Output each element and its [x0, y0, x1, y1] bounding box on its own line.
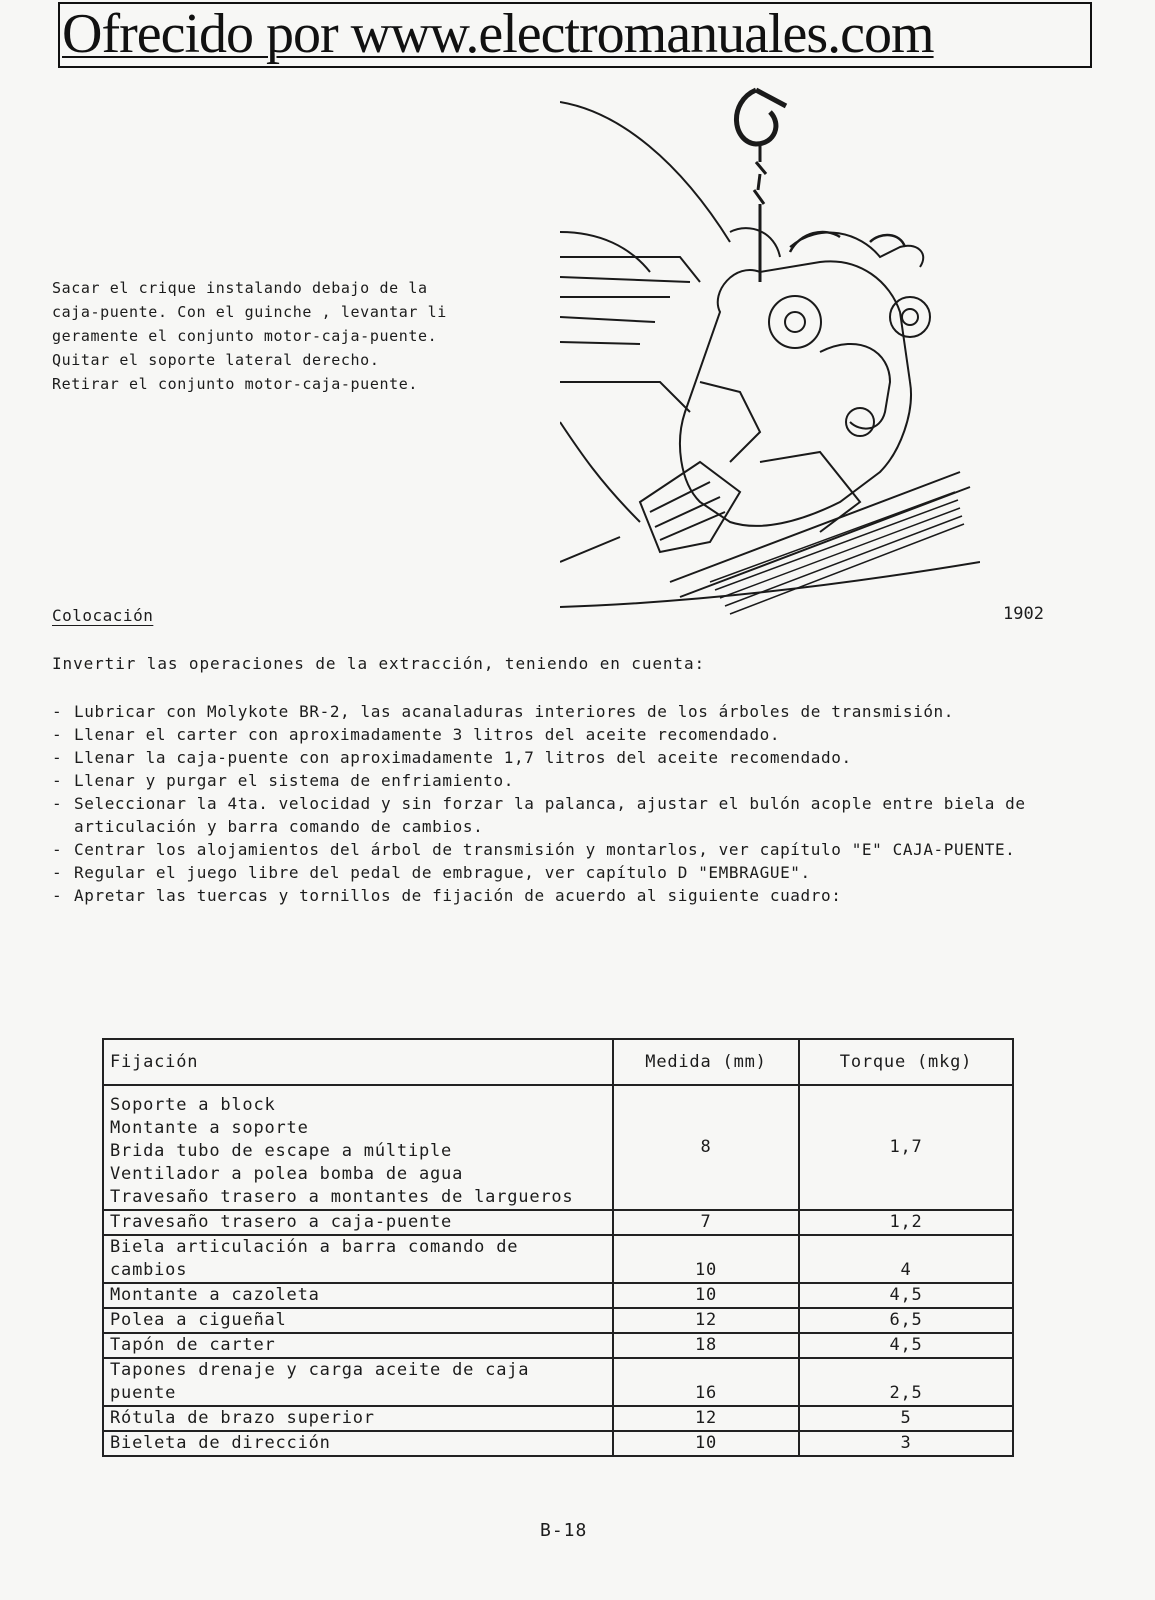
list-item: - Llenar el carter con aproximadamente 3 litros del aceite recomendado.	[52, 725, 781, 744]
grouped-fijacion-cell: Soporte a block Montante a soporte Brida tubo de escape a múltiple Ventilador a polea bomba de agua Travesaño trasero a montantes de largueros	[103, 1085, 613, 1210]
intro-line: Quitar el soporte lateral derecho.	[52, 351, 380, 369]
torque-cell: 2,5	[799, 1358, 1013, 1406]
site-banner: Ofrecido por www.electromanuales.com	[58, 2, 1092, 68]
torque-cell: 1,7	[799, 1085, 1013, 1210]
figure-number: 1902	[1003, 604, 1044, 624]
list-item: - Apretar las tuercas y tornillos de fijación de acuerdo al siguiente cuadro:	[52, 886, 842, 905]
fijacion-cell: Rótula de brazo superior	[103, 1406, 613, 1431]
list-item: - Lubricar con Molykote BR-2, las acanaladuras interiores de los árboles de transmisión.	[52, 702, 955, 721]
medida-cell: 12	[613, 1406, 799, 1431]
torque-cell: 5	[799, 1406, 1013, 1431]
lead-sentence: Invertir las operaciones de la extracción, teniendo en cuenta:	[52, 654, 706, 673]
medida-cell: 16	[613, 1358, 799, 1406]
engine-hoist-illustration	[560, 82, 980, 627]
torque-cell: 4,5	[799, 1283, 1013, 1308]
fijacion-cell: Tapón de carter	[103, 1333, 613, 1358]
torque-table	[102, 1038, 1014, 1457]
torque-cell: 3	[799, 1431, 1013, 1456]
medida-cell: 18	[613, 1333, 799, 1358]
intro-line: caja-puente. Con el guinche , levantar li	[52, 303, 447, 321]
fijacion-cell: Biela articulación a barra comando de cambios	[103, 1235, 613, 1283]
list-item: - Regular el juego libre del pedal de embrague, ver capítulo D "EMBRAGUE".	[52, 863, 811, 882]
fijacion-cell: Polea a cigueñal	[103, 1308, 613, 1333]
table-row	[103, 1085, 1013, 1210]
medida-cell: 10	[613, 1235, 799, 1283]
list-item: - Llenar la caja-puente con aproximadamente 1,7 litros del aceite recomendado.	[52, 748, 852, 767]
column-header-torque: Torque (mkg)	[799, 1039, 1013, 1085]
table-row	[103, 1283, 1013, 1308]
medida-cell: 8	[613, 1085, 799, 1210]
medida-cell: 7	[613, 1210, 799, 1235]
intro-line: geramente el conjunto motor-caja-puente.	[52, 327, 438, 345]
medida-cell: 12	[613, 1308, 799, 1333]
table-row	[103, 1358, 1013, 1406]
medida-cell: 10	[613, 1431, 799, 1456]
column-header-fijacion: Fijación	[103, 1039, 613, 1085]
torque-cell: 6,5	[799, 1308, 1013, 1333]
list-item: - Centrar los alojamientos del árbol de transmisión y montarlos, ver capítulo "E" CAJA-PUENTE.	[52, 840, 1016, 859]
car-body-outline	[560, 102, 980, 607]
table-row	[103, 1406, 1013, 1431]
table-row	[103, 1235, 1013, 1283]
intro-paragraph	[52, 276, 552, 396]
intro-line: Retirar el conjunto motor-caja-puente.	[52, 375, 418, 393]
torque-cell: 1,2	[799, 1210, 1013, 1235]
table-row	[103, 1210, 1013, 1235]
engine-block	[640, 228, 930, 552]
fijacion-cell: Tapones drenaje y carga aceite de caja puente	[103, 1358, 613, 1406]
table-header-row	[103, 1039, 1013, 1085]
column-header-medida: Medida (mm)	[613, 1039, 799, 1085]
fijacion-cell: Montante a cazoleta	[103, 1283, 613, 1308]
table-row	[103, 1308, 1013, 1333]
table-row	[103, 1333, 1013, 1358]
instruction-list	[52, 700, 1062, 907]
table-row	[103, 1431, 1013, 1456]
torque-cell: 4	[799, 1235, 1013, 1283]
list-item: - Seleccionar la 4ta. velocidad y sin forzar la palanca, ajustar el bulón acople entre biela de articulación y barra comando de cambios.	[52, 794, 1026, 836]
fijacion-cell: Travesaño trasero a caja-puente	[103, 1210, 613, 1235]
torque-cell: 4,5	[799, 1333, 1013, 1358]
intro-line: Sacar el crique instalando debajo de la	[52, 279, 428, 297]
page-number: B-18	[540, 1520, 588, 1541]
fijacion-cell: Bieleta de dirección	[103, 1431, 613, 1456]
list-item: - Llenar y purgar el sistema de enfriamiento.	[52, 771, 515, 790]
medida-cell: 10	[613, 1283, 799, 1308]
section-title: Colocación	[52, 606, 154, 625]
